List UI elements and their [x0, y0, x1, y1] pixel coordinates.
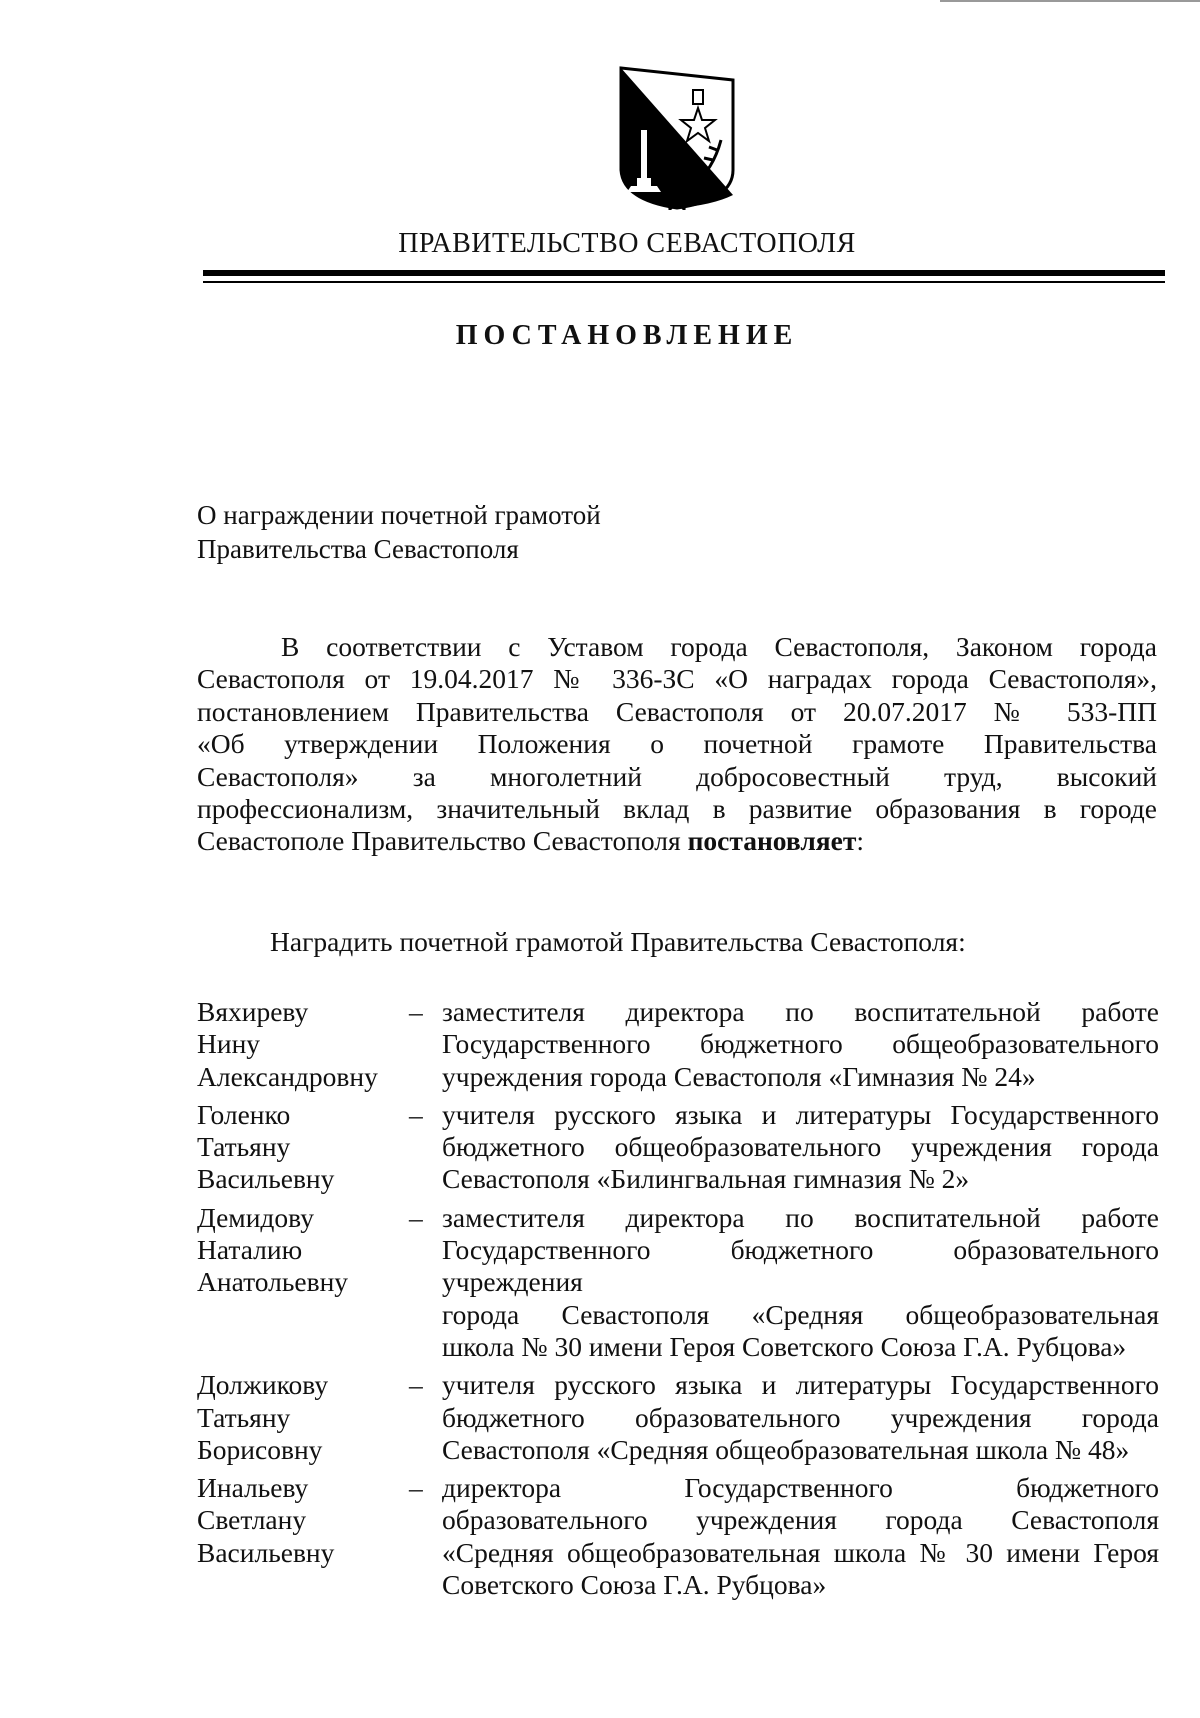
preamble-line: профессионализм, значительный вклад в развитие образования в городе [197, 793, 1157, 825]
awardee-name [197, 1099, 407, 1196]
preamble-line: В соответствии с Уставом города Севастополя, Законом города [281, 631, 1157, 662]
awardee-position [442, 1369, 1159, 1466]
award-entry [197, 1099, 1159, 1196]
name-part: Татьяну [197, 1131, 291, 1163]
position-line: «Средняя общеобразовательная школа № 30 имени Героя [442, 1536, 1159, 1568]
entry-dash: – [409, 1472, 423, 1504]
header-thin-rule [203, 281, 1165, 283]
position-line: города Севастополя «Средняя общеобразовательная [442, 1298, 1159, 1330]
subject-line: О награждении почетной грамотой [197, 500, 601, 530]
award-list [197, 996, 1159, 1607]
awardee-position [442, 1099, 1159, 1196]
position-line: заместителя директора по воспитательной работе [442, 996, 1159, 1027]
award-entry [197, 1472, 1159, 1601]
awardee-name [197, 1202, 407, 1363]
name-part: Инальеву [197, 1472, 309, 1504]
name-part: Александровну [197, 1060, 378, 1092]
name-part: Борисовну [197, 1433, 323, 1465]
name-part: Демидову [197, 1201, 314, 1233]
decree-colon: : [856, 825, 865, 857]
award-entry [197, 1369, 1159, 1466]
position-line: Государственного бюджетного образовательного учреждения [442, 1234, 1159, 1298]
preamble-line: Севастополя от 19.04.2017 № 336-ЗС «О наградах города Севастополя», [197, 663, 1157, 695]
organization-title: ПРАВИТЕЛЬСТВО СЕВАСТОПОЛЯ [398, 228, 856, 259]
preamble-line [197, 825, 1157, 857]
awardee-position [442, 996, 1159, 1093]
sevastopol-coat-of-arms-icon [613, 60, 743, 210]
entry-dash: – [409, 1098, 423, 1130]
preamble-line: «Об утверждении Положения о почетной грамоте Правительства [197, 728, 1157, 760]
position-line: директора Государственного бюджетного [442, 1472, 1159, 1504]
position-line: учителя русского языка и литературы Государственного [442, 1098, 1159, 1130]
header-thick-rule [203, 270, 1165, 276]
decree-word: постановляет [687, 825, 857, 857]
subject-line: Правительства Севастополя [197, 534, 519, 564]
name-part: Должикову [197, 1369, 329, 1401]
position-line: школа № 30 имени Героя Советского Союза Г.А. Рубцова» [442, 1330, 1127, 1362]
document-type-title: ПОСТАНОВЛЕНИЕ [455, 320, 799, 351]
name-part: Васильевну [197, 1536, 335, 1568]
awardee-name [197, 1369, 407, 1466]
position-line: учреждения города Севастополя «Гимназия № 24» [442, 1060, 1036, 1092]
name-part: Татьяну [197, 1401, 291, 1433]
position-line: Севастополя «Билингвальная гимназия № 2» [442, 1163, 970, 1195]
preamble-line: постановлением Правительства Севастополя от 20.07.2017 № 533-ПП [197, 695, 1157, 727]
preamble-line: Севастополя» за многолетний добросовестный труд, высокий [197, 760, 1157, 792]
name-part: Вяхиреву [197, 996, 309, 1027]
entry-dash: – [409, 996, 423, 1027]
awardee-name [197, 996, 407, 1093]
preamble-last-text: Севастополе Правительство Севастополя [197, 825, 688, 857]
name-part: Наталию [197, 1234, 303, 1266]
position-line: бюджетного образовательного учреждения города [442, 1401, 1159, 1433]
award-intro: Наградить почетной грамотой Правительства Севастополя: [270, 926, 966, 957]
awardee-position [442, 1202, 1159, 1363]
name-part: Анатольевну [197, 1266, 349, 1298]
position-line: учителя русского языка и литературы Государственного [442, 1369, 1159, 1401]
position-line: заместителя директора по воспитательной работе [442, 1201, 1159, 1233]
position-line: образовательного учреждения города Севастополя [442, 1504, 1159, 1536]
position-line: Государственного бюджетного общеобразовательного [442, 1028, 1159, 1060]
award-entry [197, 1202, 1159, 1363]
entry-dash: – [409, 1369, 423, 1401]
award-entry [197, 996, 1159, 1093]
name-part: Голенко [197, 1098, 291, 1130]
scan-edge-line [940, 0, 1200, 2]
preamble-paragraph [197, 631, 1157, 858]
position-line: Советского Союза Г.А. Рубцова» [442, 1569, 827, 1601]
name-part: Нину [197, 1028, 261, 1060]
entry-dash: – [409, 1201, 423, 1233]
position-line: бюджетного общеобразовательного учреждения города [442, 1131, 1159, 1163]
position-line: Севастополя «Средняя общеобразовательная школа № 48» [442, 1433, 1130, 1465]
name-part: Светлану [197, 1504, 307, 1536]
awardee-position [442, 1472, 1159, 1601]
awardee-name [197, 1472, 407, 1601]
document-subject [197, 498, 997, 566]
name-part: Васильевну [197, 1163, 335, 1195]
